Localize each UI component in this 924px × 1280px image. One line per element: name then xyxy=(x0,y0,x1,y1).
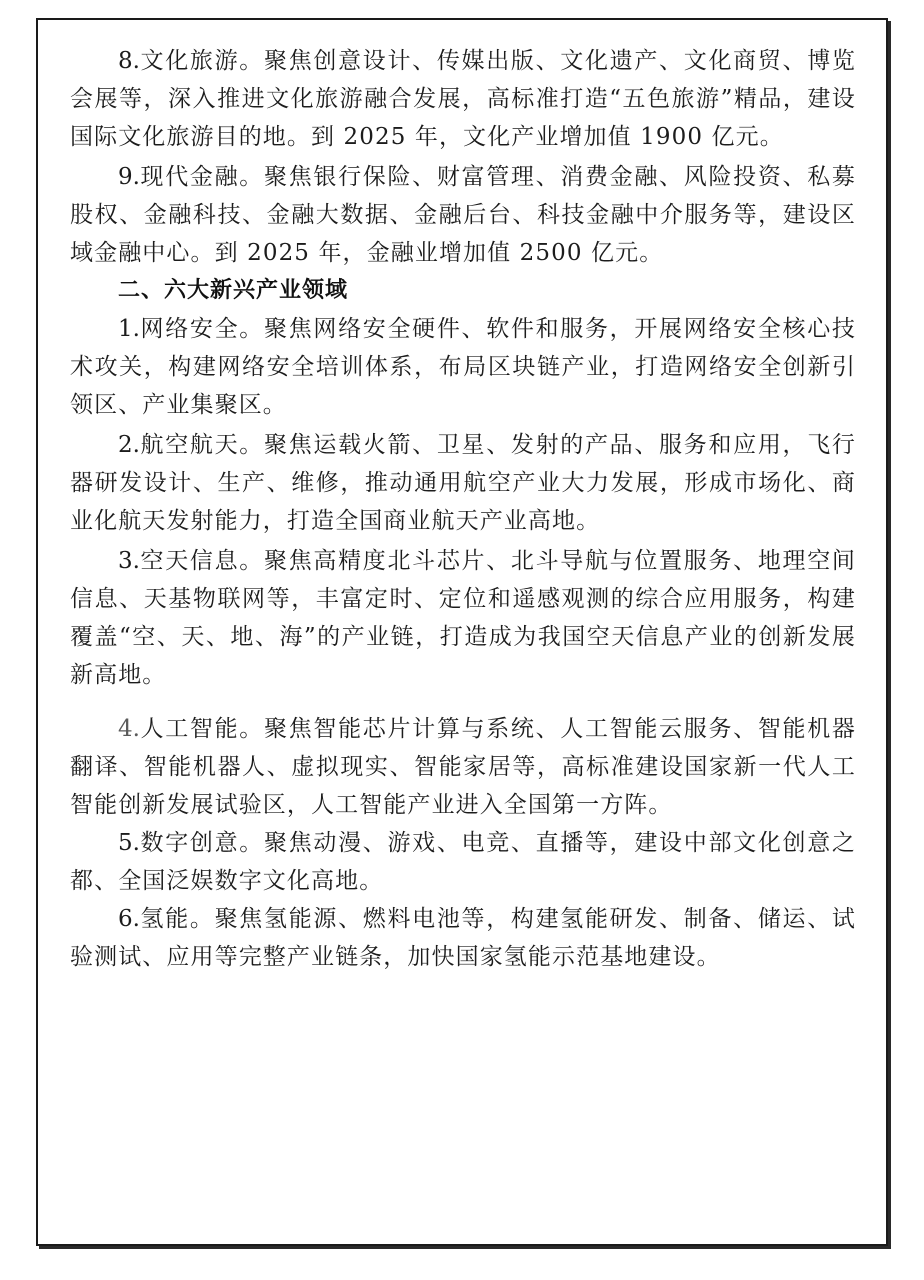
paragraph-text: 文化旅游。聚焦创意设计、传媒出版、文化遗产、文化商贸、博览会展等，深入推进文化旅游融合发展，高标准打造“五色旅游”精品，建设国际文化旅游目的地。到 2025 年，文化产业增加值 1900 亿元。 xyxy=(70,48,856,150)
paragraph-modern-finance xyxy=(70,158,856,272)
paragraph-culture-tourism xyxy=(70,42,856,156)
paragraph-text: 数字创意。聚焦动漫、游戏、电竞、直播等，建设中部文化创意之都、全国泛娱数字文化高地。 xyxy=(70,830,856,894)
paragraph-text: 人工智能。聚焦智能芯片计算与系统、人工智能云服务、智能机器翻译、智能机器人、虚拟现实、智能家居等，高标准建设国家新一代人工智能创新发展试验区，人工智能产业进入全国第一方阵。 xyxy=(70,716,856,818)
paragraph-hydrogen-energy xyxy=(70,900,856,976)
paragraph-text: 氢能。聚焦氢能源、燃料电池等，构建氢能研发、制备、储运、试验测试、应用等完整产业链条，加快国家氢能示范基地建设。 xyxy=(70,906,856,970)
paragraph-artificial-intelligence xyxy=(70,710,856,824)
section-heading: 二、六大新兴产业领域 xyxy=(118,278,349,303)
item-number: 9. xyxy=(118,164,140,190)
paragraph-space-information xyxy=(70,542,856,694)
paragraph-cyber-security xyxy=(70,310,856,424)
item-number: 1. xyxy=(118,316,140,342)
item-number: 2. xyxy=(118,432,140,458)
item-number: 3. xyxy=(118,548,140,574)
paragraph-text: 现代金融。聚焦银行保险、财富管理、消费金融、风险投资、私募股权、金融科技、金融大数据、金融后台、科技金融中介服务等，建设区域金融中心。到 2025 年，金融业增加值 2500 亿元。 xyxy=(70,164,856,266)
item-number: 8. xyxy=(118,48,140,74)
paragraph-text: 航空航天。聚焦运载火箭、卫星、发射的产品、服务和应用，飞行器研发设计、生产、维修，推动通用航空产业大力发展，形成市场化、商业化航天发射能力，打造全国商业航天产业高地。 xyxy=(70,432,856,534)
document-body xyxy=(70,42,856,976)
item-number: 4. xyxy=(118,716,140,742)
paragraph-aerospace xyxy=(70,426,856,540)
item-number: 5. xyxy=(118,830,140,856)
item-number: 6. xyxy=(118,906,140,932)
paragraph-text: 空天信息。聚焦高精度北斗芯片、北斗导航与位置服务、地理空间信息、天基物联网等，丰富定时、定位和遥感观测的综合应用服务，构建覆盖“空、天、地、海”的产业链，打造成为我国空天信息产业的创新发展新高地。 xyxy=(70,548,856,688)
paragraph-digital-creative xyxy=(70,824,856,900)
document-page xyxy=(36,18,888,1246)
paragraph-text: 网络安全。聚焦网络安全硬件、软件和服务，开展网络安全核心技术攻关，构建网络安全培训体系，布局区块链产业，打造网络安全创新引领区、产业集聚区。 xyxy=(70,316,856,418)
